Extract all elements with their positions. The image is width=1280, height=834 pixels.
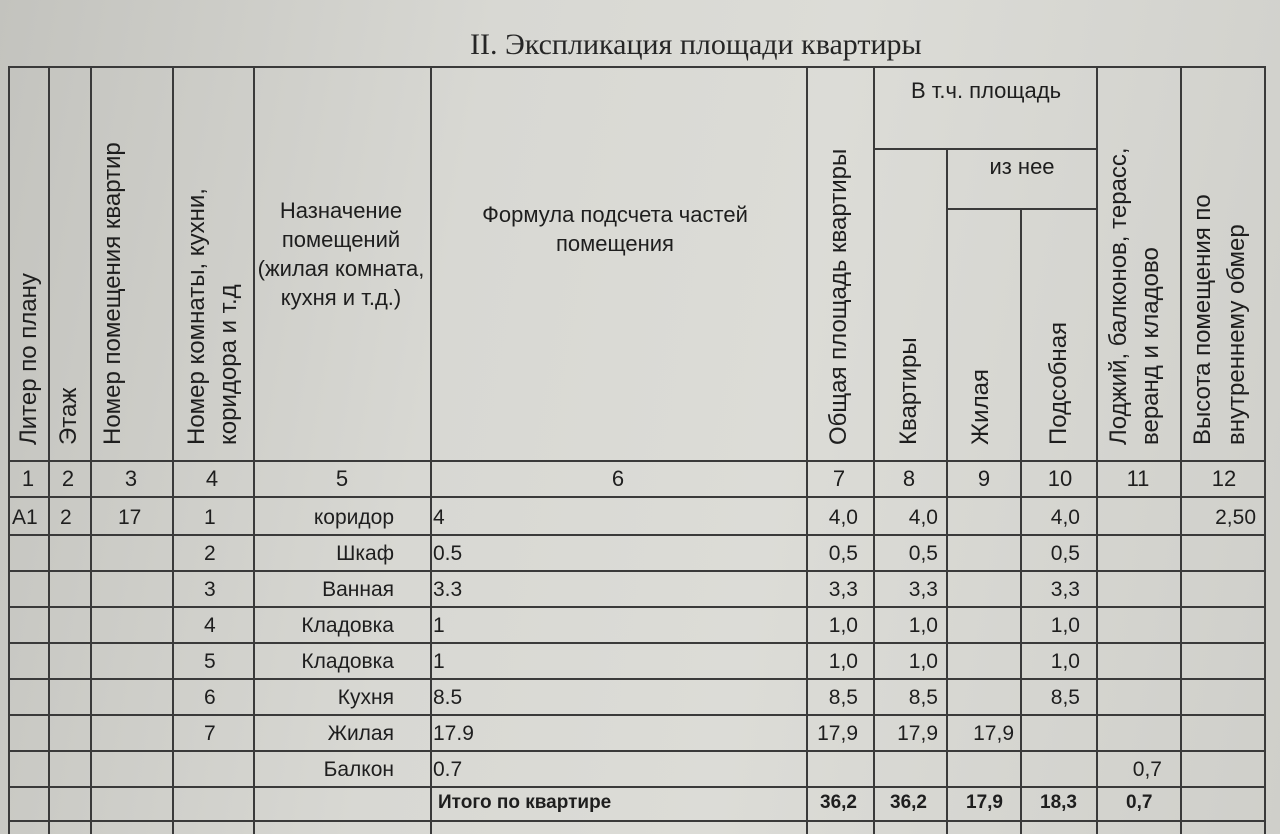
cell-formula: 4: [433, 506, 445, 529]
header-formula: Формула подсчета частей помещения: [482, 202, 748, 256]
cell-purpose: Жилая: [327, 722, 394, 745]
row-divider: [8, 750, 1266, 752]
cell-purpose: Кухня: [337, 686, 394, 709]
header-bottom-divider: [8, 460, 1266, 462]
cell-room-number: 7: [204, 722, 216, 745]
column-number: 12: [1211, 466, 1237, 491]
column-number: 2: [61, 466, 75, 491]
row-divider: [8, 678, 1266, 680]
cell-total-area: 17,9: [817, 722, 858, 745]
row-divider: [8, 820, 1266, 822]
column-divider: [253, 66, 255, 834]
cell-room-number: 1: [204, 506, 216, 529]
cell-flat-area: 17,9: [897, 722, 938, 745]
column-number: 7: [832, 466, 846, 491]
column-number: 3: [124, 466, 138, 491]
column-divider: [946, 148, 948, 834]
cell-flat-area: 8,5: [908, 686, 938, 709]
column-numbers-divider: [8, 496, 1266, 498]
totals-total-area: 36,2: [820, 792, 857, 813]
row-divider: [8, 642, 1266, 644]
cell-purpose: Балкон: [323, 758, 394, 781]
header-height-line1: Высота помещения по: [1189, 194, 1216, 445]
column-divider: [806, 66, 808, 834]
cell-auxiliary-area: 1,0: [1050, 650, 1080, 673]
row-divider: [8, 786, 1266, 788]
column-divider: [430, 66, 432, 834]
totals-auxiliary-area: 18,3: [1040, 792, 1077, 813]
cell-formula: 3.3: [433, 578, 463, 601]
row-divider: [8, 606, 1266, 608]
column-number: 10: [1047, 466, 1073, 491]
totals-label: Итого по квартире: [438, 792, 612, 813]
cell-flat-area: 0,5: [908, 542, 938, 565]
cell-room-number: 2: [204, 542, 216, 565]
column-number: 1: [21, 466, 35, 491]
cell-room-number: 5: [204, 650, 216, 673]
cell-purpose: Кладовка: [301, 614, 394, 637]
cell-auxiliary-area: 3,3: [1050, 578, 1080, 601]
column-divider: [1096, 66, 1098, 834]
row-divider: [8, 714, 1266, 716]
group-header-divider: [873, 148, 1098, 150]
header-auxiliary-area: Подсобная: [1045, 321, 1072, 445]
cell-balcony-area: 0,7: [1132, 758, 1162, 781]
header-living-area: Жилая: [967, 369, 994, 445]
totals-balcony-area: 0,7: [1126, 792, 1153, 813]
column-divider: [172, 66, 174, 834]
cell-total-area: 0,5: [828, 542, 858, 565]
cell-purpose: Кладовка: [301, 650, 394, 673]
cell-purpose: Шкаф: [336, 542, 394, 565]
header-room-number-1: Номер комнаты, кухни,: [183, 188, 210, 445]
header-total-area: Общая площадь квартиры: [825, 148, 852, 445]
header-liter: Литер по плану: [15, 273, 42, 445]
cell-apartment: 17: [118, 506, 142, 529]
cell-formula: 1: [433, 614, 445, 637]
cell-formula: 0.7: [433, 758, 463, 781]
cell-formula: 1: [433, 650, 445, 673]
cell-formula: 8.5: [433, 686, 463, 709]
cell-flat-area: 4,0: [908, 506, 938, 529]
cell-total-area: 4,0: [828, 506, 858, 529]
cell-auxiliary-area: 1,0: [1050, 614, 1080, 637]
column-divider: [48, 66, 50, 834]
header-area-group: В т.ч. площадь: [910, 78, 1062, 103]
cell-total-area: 3,3: [828, 578, 858, 601]
cell-room-number: 3: [204, 578, 216, 601]
header-flat-area: Квартиры: [895, 337, 922, 445]
cell-total-area: 1,0: [828, 614, 858, 637]
totals-flat-area: 36,2: [890, 792, 927, 813]
column-divider: [90, 66, 92, 834]
header-of-which: из нее: [989, 154, 1055, 179]
page-title: II. Экспликация площади квартиры: [470, 28, 922, 61]
cell-height: 2,50: [1215, 506, 1256, 529]
cell-purpose: Ванная: [322, 578, 394, 601]
column-divider: [1020, 208, 1022, 834]
cell-total-area: 1,0: [828, 650, 858, 673]
header-room-number-2: коридора и т.д: [215, 284, 242, 445]
totals-living-area: 17,9: [966, 792, 1003, 813]
header-apartment-number: Номер помещения квартир: [99, 142, 126, 445]
column-number: 11: [1126, 466, 1150, 491]
cell-formula: 17.9: [433, 722, 474, 745]
header-balcony-line2: веранд и кладово: [1137, 247, 1164, 445]
column-number: 6: [611, 466, 625, 491]
cell-total-area: 8,5: [828, 686, 858, 709]
column-number: 5: [335, 466, 349, 491]
column-number: 8: [902, 466, 916, 491]
table-border-left: [8, 66, 10, 834]
cell-formula: 0.5: [433, 542, 463, 565]
row-divider: [8, 534, 1266, 536]
column-divider: [873, 66, 875, 834]
row-divider: [8, 570, 1266, 572]
header-floor: Этаж: [55, 387, 82, 445]
header-balcony-line1: Лоджий, балконов, терасс,: [1105, 147, 1132, 445]
cell-purpose: коридор: [313, 506, 394, 529]
cell-auxiliary-area: 8,5: [1050, 686, 1080, 709]
table-border-right: [1264, 66, 1266, 834]
cell-flat-area: 1,0: [908, 614, 938, 637]
subgroup-header-divider: [946, 208, 1098, 210]
cell-flat-area: 1,0: [908, 650, 938, 673]
column-divider: [1180, 66, 1182, 834]
cell-liter: A1: [12, 506, 38, 529]
column-number: 4: [205, 466, 219, 491]
cell-auxiliary-area: 0,5: [1050, 542, 1080, 565]
header-purpose: Назначение помещений (жилая комната, кухня и т.д.): [257, 198, 425, 310]
cell-room-number: 4: [204, 614, 216, 637]
cell-room-number: 6: [204, 686, 216, 709]
cell-living-area: 17,9: [973, 722, 1014, 745]
cell-auxiliary-area: 4,0: [1050, 506, 1080, 529]
header-height-line2: внутреннему обмер: [1223, 224, 1250, 445]
cell-floor: 2: [60, 506, 72, 529]
table-border-top: [8, 66, 1266, 68]
column-number: 9: [977, 466, 991, 491]
cell-flat-area: 3,3: [908, 578, 938, 601]
